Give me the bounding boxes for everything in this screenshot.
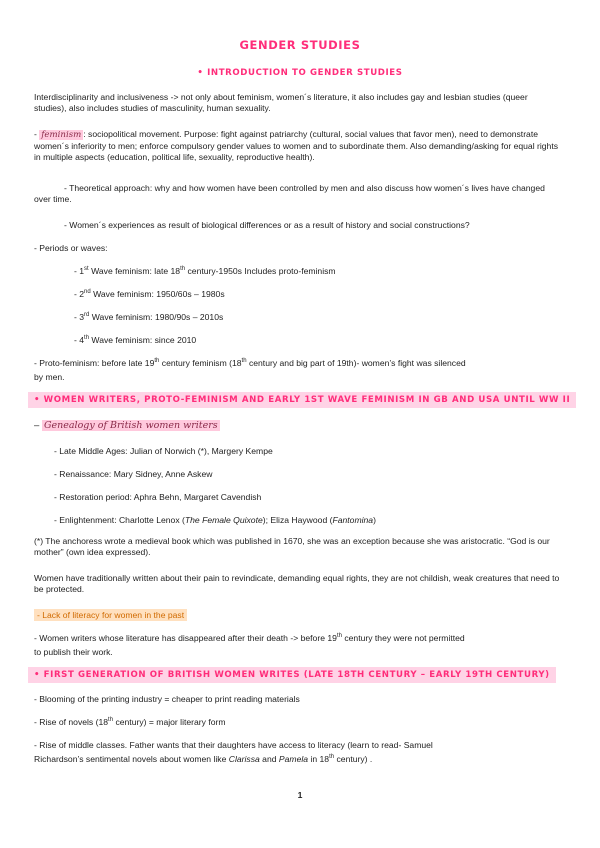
novels-line: - Rise of novels (18th century) = major literary form [34, 717, 226, 727]
pain-paragraph: Women have traditionally written about their pain to revindicate, demanding equal rights, they are not childish, weak creatures that need to be protected. [34, 573, 560, 594]
blooming-line: - Blooming of the printing industry = cheaper to print reading materials [34, 694, 300, 704]
wave-item-3: - 3rd Wave feminism: 1980/90s – 2010s [74, 312, 224, 322]
anchoress-note: (*) The anchoress wrote a medieval book which was published in 1670, she was an exception because she was aristocratic. “God is our mother” (own idea expressed). [34, 536, 550, 557]
wave-item-4: - 4th Wave feminism: since 2010 [74, 335, 197, 345]
feminism-paragraph [34, 129, 560, 163]
era-item-enlightenment: - Enlightenment: Charlotte Lenox (The Female Quixote); Eliza Haywood (Fantomina) [54, 515, 376, 525]
wave-item-1: - 1st Wave feminism: late 18th century-1950s Includes proto-feminism [74, 266, 336, 276]
page-title: GENDER STUDIES [239, 38, 361, 52]
middle-classes-line-1: - Rise of middle classes. Father wants that their daughters have access to literacy (learn to read- Samuel [34, 740, 433, 750]
genealogy-term: Genealogy of British women writers [43, 420, 218, 431]
feminism-definition: : sociopolitical movement. Purpose: fight against patriarchy (cultural, social values that favor men), need to demonstrate women´s inferiority to men; enforce compulsory gender values to women and to subordinate them. Also demanding/asking for equal rights in multiple aspects (education, political life, sexuality, reproductive health). [34, 129, 559, 162]
section-heading-first-generation: • FIRST GENERATION OF BRITISH WOMEN WRITES (LATE 18TH CENTURY – EARLY 19TH CENTURY) [28, 667, 556, 683]
experiences-line: - Women´s experiences as result of biological differences or as a result of history and social constructions? [64, 220, 470, 230]
periods-label: - Periods or waves: [34, 243, 108, 253]
era-item-renaissance: - Renaissance: Mary Sidney, Anne Askew [54, 469, 213, 479]
era-item-restoration: - Restoration period: Aphra Behn, Margaret Cavendish [54, 492, 262, 502]
page-number: 1 [297, 790, 303, 800]
protofeminism-line-2: by men. [34, 372, 65, 382]
section-heading-intro: • INTRODUCTION TO GENDER STUDIES [197, 68, 403, 78]
intro-paragraph: Interdisciplinarity and inclusiveness -> not only about feminism, women´s literature, it also includes gay and lesbian studies (queer studies), also includes studies of masculinity, human sexuality. [34, 92, 528, 113]
feminism-prefix: - [34, 129, 40, 139]
section-heading-proto-feminism: • WOMEN WRITERS, PROTO-FEMINISM AND EARLY 1ST WAVE FEMINISM IN GB AND USA UNTIL WW II [28, 392, 576, 408]
feminism-term: feminism [41, 130, 82, 140]
theoretical-paragraph: - Theoretical approach: why and how women have been controlled by men and also discuss how women´s lives have changed over time. [34, 183, 545, 204]
disappeared-line-2: to publish their work. [34, 647, 113, 657]
protofeminism-line-1: - Proto-feminism: before late 19th century feminism (18th century and big part of 19th)- women’s fight was silenced [34, 358, 466, 368]
disappeared-line-1: - Women writers whose literature has disappeared after their death -> before 19th century they were not permitted [34, 633, 465, 643]
era-item-late-middle-ages: - Late Middle Ages: Julian of Norwich (*), Margery Kempe [54, 446, 273, 456]
literacy-highlight: - Lack of literacy for women in the past [34, 610, 187, 621]
wave-item-2: - 2nd Wave feminism: 1950/60s – 1980s [74, 289, 225, 299]
middle-classes-line-2: Richardson’s sentimental novels about women like Clarissa and Pamela in 18th century) . [34, 754, 373, 764]
genealogy-heading: – Genealogy of British women writers [34, 420, 218, 431]
